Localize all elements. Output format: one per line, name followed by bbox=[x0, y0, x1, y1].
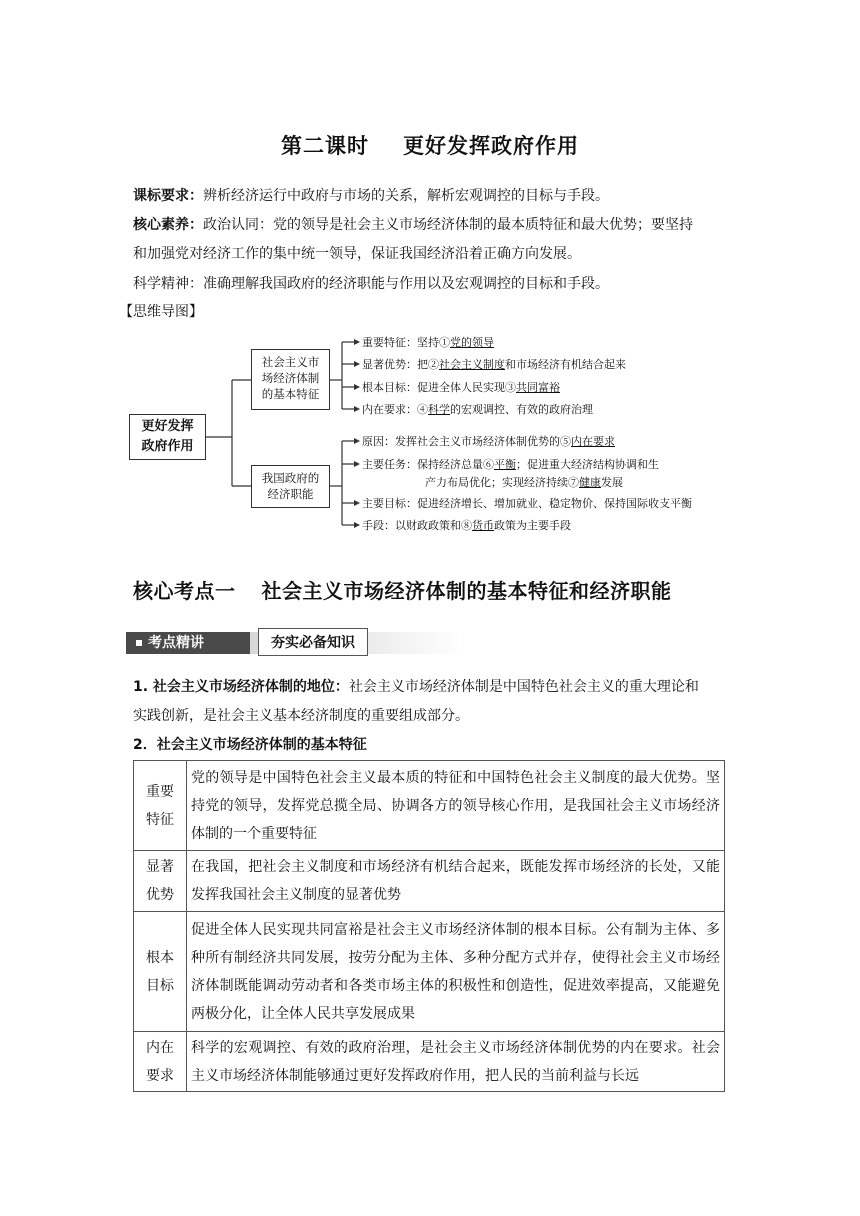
lesson-number: 第二课时 bbox=[281, 134, 369, 158]
table-row bbox=[134, 851, 725, 912]
table-row bbox=[134, 1032, 725, 1092]
mindmap-item: 根本目标：促进全体人民实现③共同富裕 bbox=[362, 381, 560, 394]
row-header: 根本 目标 bbox=[134, 912, 187, 1032]
banner-left: 考点精讲 bbox=[126, 632, 250, 654]
mindmap-item: 原因：发挥社会主义市场经济体制优势的⑤内在要求 bbox=[362, 435, 615, 448]
mindmap-item: 主要任务：保持经济总量⑥平衡；促进重大经济结构协调和生 bbox=[362, 458, 659, 471]
row-content: 在我国，把社会主义制度和市场经济有机结合起来，既能发挥市场经济的长处，又能发挥我国社会主义制度的显著优势 bbox=[187, 851, 725, 912]
curriculum-requirement: 课标要求：辨析经济运行中政府与市场的关系，解析宏观调控的目标与手段。 bbox=[133, 188, 609, 204]
point-2: 2．社会主义市场经济体制的基本特征 bbox=[133, 737, 367, 753]
row-content: 党的领导是中国特色社会主义最本质的特征和中国特色社会主义制度的最大优势。坚持党的领导，发挥党总揽全局、协调各方的领导核心作用，是我国社会主义市场经济体制的一个重要特征 bbox=[187, 761, 725, 851]
mindmap-item: 手段：以财政政策和⑧货币政策为主要手段 bbox=[362, 519, 571, 532]
mindmap-item: 重要特征：坚持①党的领导 bbox=[362, 336, 494, 349]
row-content: 科学的宏观调控、有效的政府治理，是社会主义市场经济体制优势的内在要求。社会主义市场经济体制能够通过更好发挥政府作用，把人民的当前利益与长远 bbox=[187, 1032, 725, 1092]
point-1: 1. 社会主义市场经济体制的地位：社会主义市场经济体制是中国特色社会主义的重大理论和 bbox=[133, 679, 699, 695]
mindmap-item: 产力布局优化；实现经济持续⑦健康发展 bbox=[425, 476, 623, 489]
section-banner bbox=[126, 628, 466, 658]
features-table bbox=[133, 760, 725, 1092]
mindmap-root: 更好发挥 政府作用 bbox=[129, 414, 206, 460]
section-title: 核心考点一 社会主义市场经济体制的基本特征和经济职能 bbox=[133, 579, 672, 603]
mindmap-label: 【思维导图】 bbox=[119, 304, 203, 320]
lesson-title: 更好发挥政府作用 bbox=[403, 134, 579, 158]
core-literacy-cont: 和加强党对经济工作的集中统一领导，保证我国经济沿着正确方向发展。 bbox=[133, 246, 581, 262]
core-literacy: 核心素养：政治认同：党的领导是社会主义市场经济体制的最本质特征和最大优势；要坚持 bbox=[133, 217, 693, 233]
mindmap-branch-features: 社会主义市 场经济体制 的基本特征 bbox=[251, 349, 330, 410]
mindmap-item: 显著优势：把②社会主义制度和市场经济有机结合起来 bbox=[362, 358, 626, 371]
mindmap-item: 主要目标：促进经济增长、增加就业、稳定物价、保持国际收支平衡 bbox=[362, 497, 692, 510]
banner-tag: 夯实必备知识 bbox=[258, 628, 368, 656]
table-row bbox=[134, 761, 725, 851]
square-bullet-icon bbox=[136, 640, 142, 646]
row-header: 重要 特征 bbox=[134, 761, 187, 851]
row-content: 促进全体人民实现共同富裕是社会主义市场经济体制的根本目标。公有制为主体、多种所有制经济共同发展，按劳分配为主体、多种分配方式并存，使得社会主义市场经济体制既能调动劳动者和各类市场主体的积极性和创造性，促进效率提高，又能避免两极分化，让全体人民共享发展成果 bbox=[187, 912, 725, 1032]
mindmap-item: 内在要求：④科学的宏观调控、有效的政府治理 bbox=[362, 403, 593, 416]
scientific-spirit: 科学精神：准确理解我国政府的经济职能与作用以及宏观调控的目标和手段。 bbox=[133, 276, 609, 292]
table-row bbox=[134, 912, 725, 1032]
point-1-cont: 实践创新，是社会主义基本经济制度的重要组成部分。 bbox=[133, 708, 469, 724]
mindmap-branch-functions: 我国政府的 经济职能 bbox=[251, 465, 330, 508]
row-header: 显著 优势 bbox=[134, 851, 187, 912]
row-header: 内在 要求 bbox=[134, 1032, 187, 1092]
